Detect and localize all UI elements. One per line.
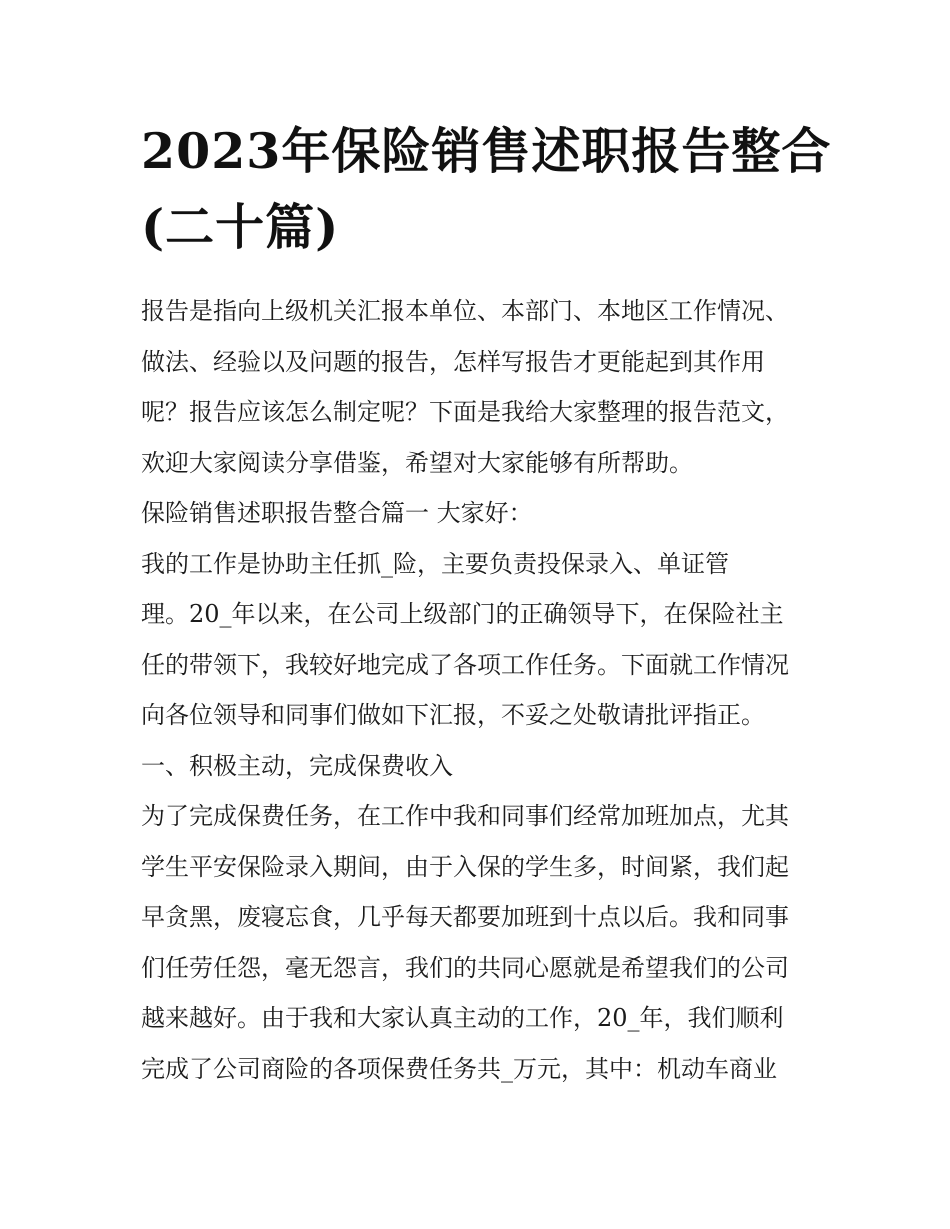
body-line: 报告是指向上级机关汇报本单位、本部门、本地区工作情况、 xyxy=(141,297,789,325)
section-heading: 保险销售述职报告整合篇一 大家好： xyxy=(141,499,533,527)
subsection-heading: 一、积极主动，完成保费收入 xyxy=(141,751,453,780)
body-line: 越来越好。由于我和大家认真主动的工作，20_年，我们顺利 xyxy=(141,1004,784,1032)
body-line: 呢？报告应该怎么制定呢？下面是我给大家整理的报告范文， xyxy=(141,398,789,426)
body-line: 学生平安保险录入期间，由于入保的学生多，时间紧，我们起 xyxy=(141,852,789,881)
title-line: 2023年保险销售述职报告整合 xyxy=(141,122,832,180)
body-line: 们任劳任怨，毫无怨言，我们的共同心愿就是希望我们的公司 xyxy=(141,953,789,982)
body-line: 完成了公司商险的各项保费任务共_万元，其中：机动车商业 xyxy=(141,1054,777,1083)
body-line: 向各位领导和同事们做如下汇报，不妥之处敬请批评指正。 xyxy=(141,701,765,729)
body-line: 任的带领下，我较好地完成了各项工作任务。下面就工作情况 xyxy=(141,650,789,679)
document-body xyxy=(141,286,813,1094)
body-line: 早贪黑，废寝忘食，几乎每天都要加班到十点以后。我和同事 xyxy=(141,903,789,931)
body-line: 我的工作是协助主任抓_险，主要负责投保录入、单证管 xyxy=(141,549,729,578)
body-line: 欢迎大家阅读分享借鉴，希望对大家能够有所帮助。 xyxy=(141,448,693,477)
document-title xyxy=(141,113,832,265)
body-line: 理。20_年以来，在公司上级部门的正确领导下，在保险社主 xyxy=(141,600,784,628)
title-line: (二十篇) xyxy=(141,198,340,256)
body-line: 为了完成保费任务，在工作中我和同事们经常加班加点，尤其 xyxy=(141,802,789,830)
document-content xyxy=(141,113,832,1094)
body-line: 做法、经验以及问题的报告，怎样写报告才更能起到其作用 xyxy=(141,347,765,376)
